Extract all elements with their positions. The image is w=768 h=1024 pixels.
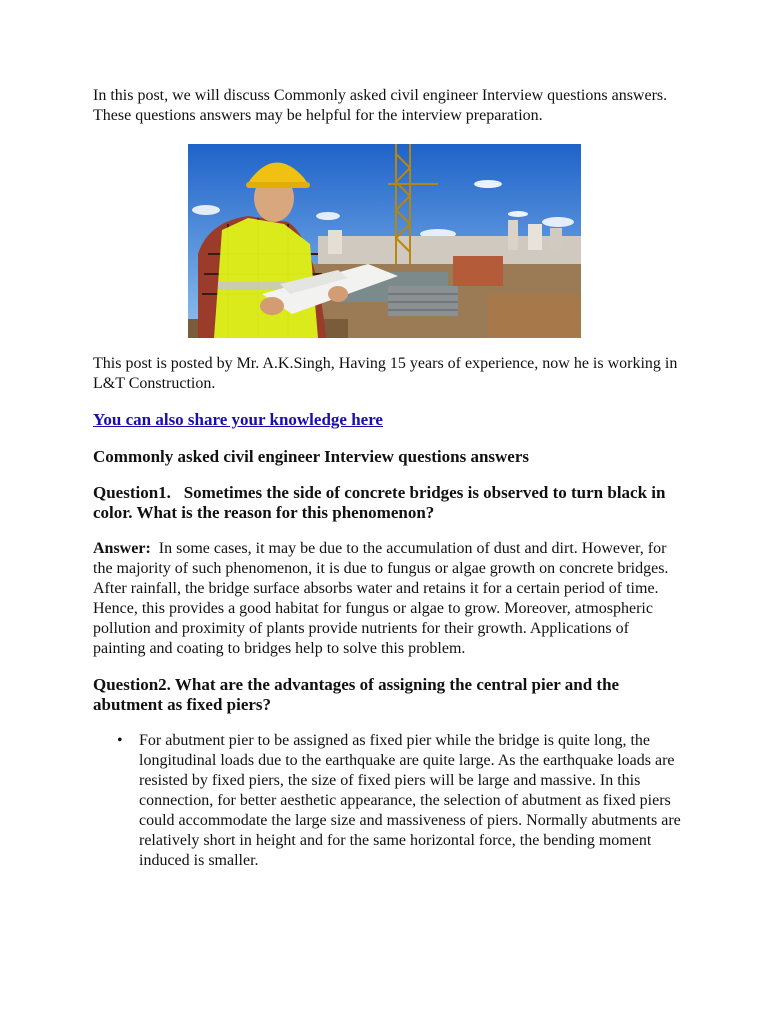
section-heading: Commonly asked civil engineer Interview questions answers — [93, 447, 530, 466]
question-1 — [93, 483, 683, 523]
list-item — [117, 731, 683, 871]
answer-2-list — [93, 731, 683, 871]
author-note: This post is posted by Mr. A.K.Singh, Having 15 years of experience, now he is working in L&T Construction. — [93, 355, 678, 392]
question-1-label: Question1. — [93, 483, 171, 502]
document-page — [93, 86, 683, 871]
question-1-text: Sometimes the side of concrete bridges is observed to turn black in color. What is the reason for this phenomenon? — [93, 483, 666, 522]
share-knowledge-link[interactable]: You can also share your knowledge here — [93, 410, 383, 429]
answer-1-text: In some cases, it may be due to the accumulation of dust and dirt. However, for the majority of such phenomenon, it is due to fungus or algae growth on concrete bridges. After rainfall, the bridge surface absorbs water and retains it for a certain period of time. Hence, this provides a good habitat for fungus or algae to grow. Moreover, atmospheric pollution and proximity of plants provide nutrients for their growth. Applications of painting and coating to bridges help to solve this problem. — [93, 540, 669, 657]
answer-1-label: Answer: — [93, 540, 151, 557]
engineer-photo — [188, 144, 581, 338]
answer-1 — [93, 539, 683, 659]
list-item-text: For abutment pier to be assigned as fixed pier while the bridge is quite long, the longitudinal loads due to the earthquake are quite large. As the earthquake loads are resisted by fixed piers, the size of fixed piers will be large and massive. In this connection, for better aesthetic appearance, the selection of abutment as fixed piers could accommodate the large size and massiveness of piers. Normally abutments are relatively short in height and for the same horizontal force, the bending moment induced is smaller. — [139, 732, 681, 869]
intro-paragraph: In this post, we will discuss Commonly asked civil engineer Interview questions answers. These questions answers may be helpful for the interview preparation. — [93, 87, 668, 124]
question-2: Question2. What are the advantages of assigning the central pier and the abutment as fixed piers? — [93, 675, 620, 714]
hero-image — [188, 144, 581, 338]
bullet-icon: • — [117, 732, 123, 749]
